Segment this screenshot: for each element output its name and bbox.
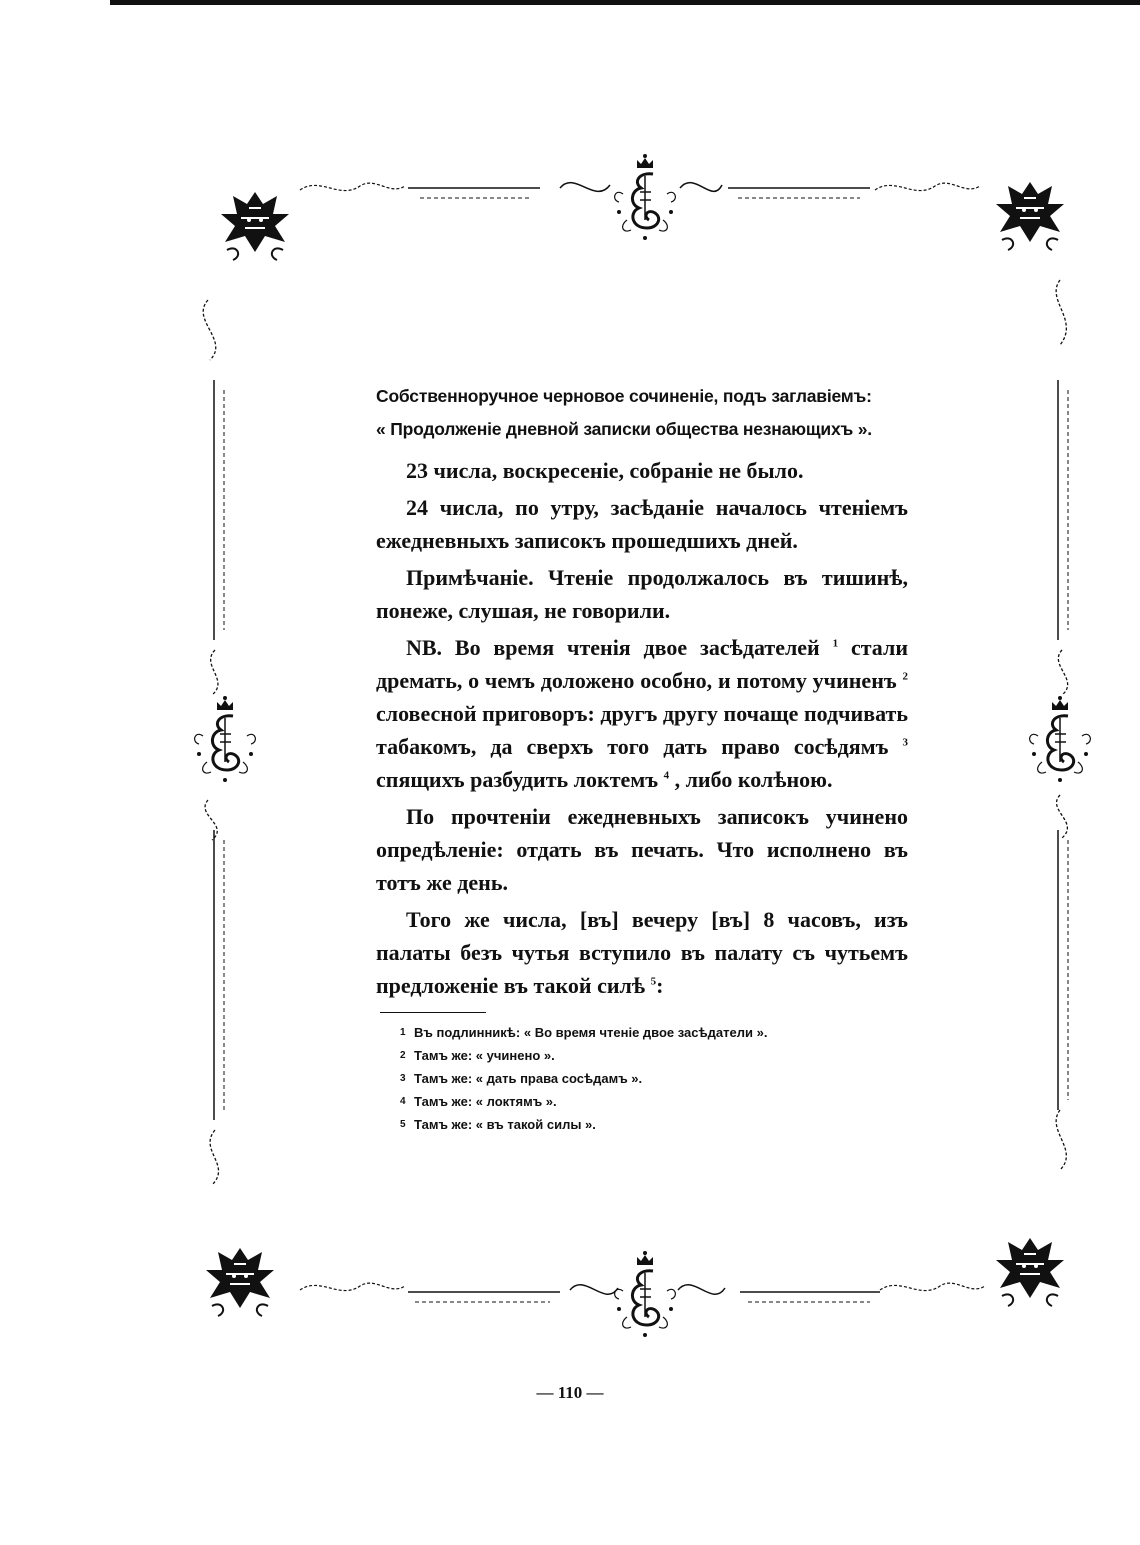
crowned-monogram-icon — [1030, 696, 1091, 782]
crowned-monogram-icon — [615, 1251, 676, 1337]
paragraph-6-part-b: : — [656, 973, 664, 998]
footnote-number: 3 — [400, 1073, 406, 1084]
paragraph-4-part-c: словесной приговоръ: другъ другу почаще подчивать табакомъ, да сверхъ того дать право сосѣдямъ — [376, 701, 908, 759]
footnote-text: Тамъ же: « учинено ». — [414, 1048, 555, 1063]
footnotes — [400, 1021, 908, 1136]
footnote-number: 4 — [400, 1096, 406, 1107]
paragraph-4-part-a: NB. Во время чтенія двое засѣдателей — [406, 635, 820, 660]
paragraph-2: 24 числа, по утру, засѣданіе началось чтеніемъ ежедневныхъ записокъ прошедшихъ дней. — [376, 495, 908, 553]
footnote-item — [400, 1090, 908, 1113]
double-eagle-icon — [221, 192, 289, 260]
double-eagle-icon — [206, 1248, 274, 1316]
heading-line-1: Собственноручное черновое сочиненіе, подъ заглавіемъ: — [376, 386, 872, 406]
footnote-item — [400, 1021, 908, 1044]
crowned-monogram-icon — [615, 154, 676, 240]
heading-line-2: « Продолженіе дневной записки общества незнающихъ ». — [376, 419, 872, 439]
footnote-mark: 5 — [650, 975, 657, 988]
paragraph-6-part-a: Того же числа, [въ] вечеру [въ] 8 часовъ, изъ палаты безъ чутья вступило въ палату съ чутьемъ предложеніе въ такой силѣ — [376, 907, 908, 998]
paragraph-4-part-d: спящихъ разбудить локтемъ — [376, 767, 659, 792]
document-heading — [376, 380, 908, 446]
footnote-mark: 2 — [902, 670, 908, 683]
footnote-mark: 3 — [902, 736, 908, 749]
footnote-text: Тамъ же: « локтямъ ». — [414, 1094, 557, 1109]
page-number: — 110 — — [536, 1383, 604, 1402]
footnote-mark: 1 — [832, 637, 839, 650]
paragraph-1: 23 числа, воскресеніе, собраніе не было. — [406, 458, 804, 483]
footnote-mark: 4 — [663, 769, 670, 782]
footnote-item — [400, 1067, 908, 1090]
crowned-monogram-icon — [195, 696, 256, 782]
footnote-text: Тамъ же: « въ такой силы ». — [414, 1117, 596, 1132]
footnote-number: 1 — [400, 1027, 406, 1038]
footnote-text: Тамъ же: « дать права сосѣдамъ ». — [414, 1071, 643, 1086]
paragraph-4 — [376, 631, 908, 796]
footnote-divider — [380, 1012, 486, 1013]
paragraph-4-part-b: стали дремать, о чемъ доложено особно, и потому учиненъ — [376, 635, 908, 693]
footnote-number: 5 — [400, 1119, 406, 1130]
footnote-text: Въ подлинникѣ: « Во время чтеніе двое засѣдатели ». — [414, 1025, 768, 1040]
paragraph-5: По прочтеніи ежедневныхъ записокъ учинено опредѣленіе: отдать въ печать. Что исполнено въ тотъ же день. — [376, 804, 908, 895]
footnote-item — [400, 1113, 908, 1136]
double-eagle-icon — [996, 182, 1064, 250]
footnote-number: 2 — [400, 1050, 406, 1061]
paragraph-4-part-e: , либо колѣною. — [674, 767, 833, 792]
double-eagle-icon — [996, 1238, 1064, 1306]
paragraph-3: Примѣчаніе. Чтеніе продолжалось въ тишинѣ, понеже, слушая, не говорили. — [376, 565, 908, 623]
paragraph-6 — [376, 903, 908, 1002]
footnote-item — [400, 1044, 908, 1067]
page-body — [376, 380, 908, 1136]
